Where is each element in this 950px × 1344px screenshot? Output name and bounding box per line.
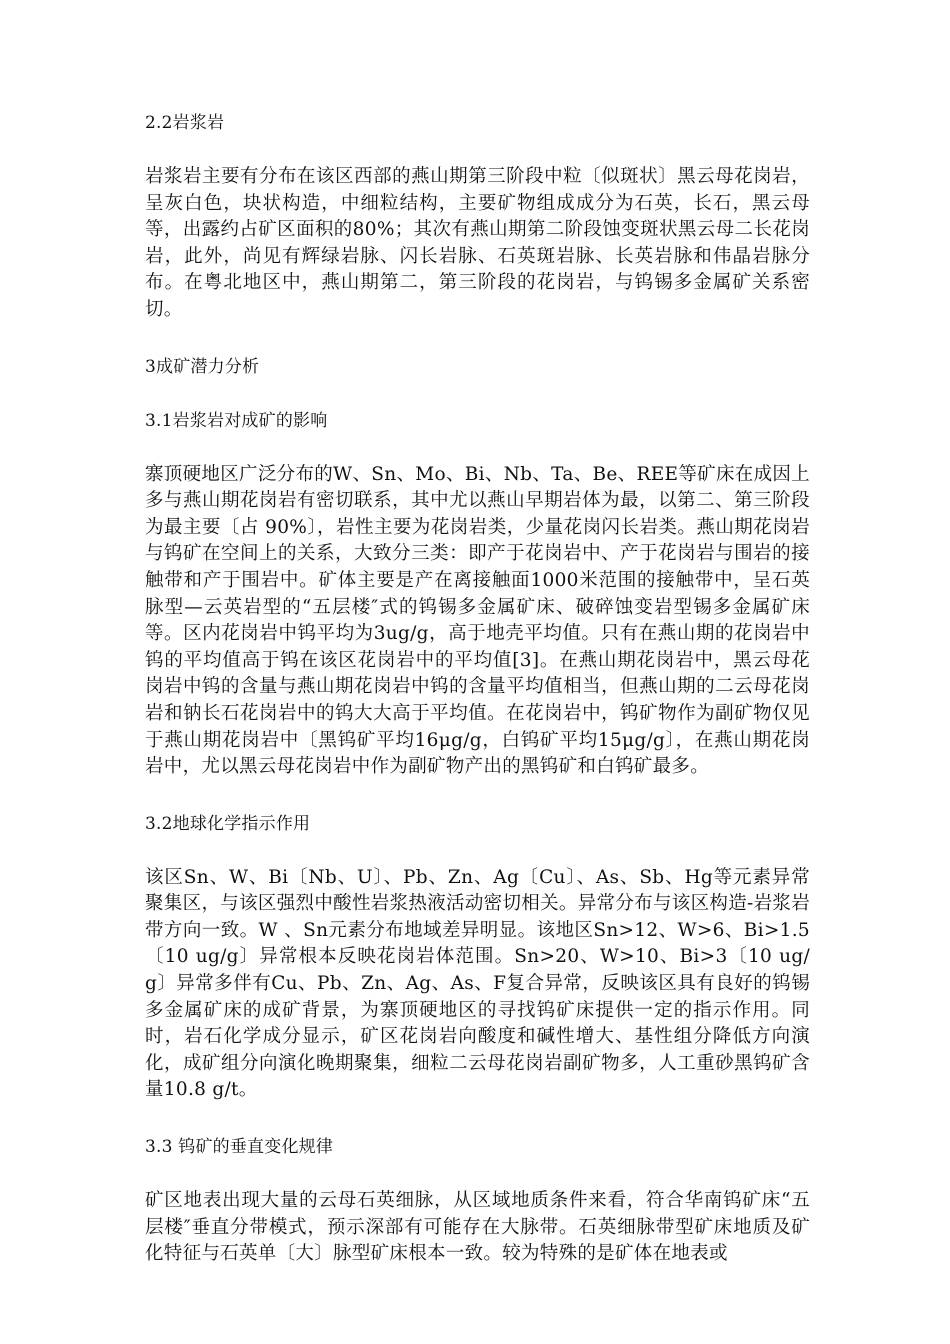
paragraph-vertical-variation: 矿区地表出现大量的云母石英细脉，从区域地质条件来看，符合华南钨矿床“五层楼″垂直分带模式，预示深部有可能存在大脉带。石英细脉带型矿床地质及矿化特征与石英单〔大〕脉型矿床根本一致。较为特殊的是矿体在地表或	[145, 1190, 810, 1265]
section-heading-3-3: 3.3 钨矿的垂直变化规律	[145, 1137, 334, 1158]
section-heading-3-1: 3.1岩浆岩对成矿的影响	[145, 410, 328, 431]
section-heading-2-2: 2.2岩浆岩	[145, 113, 225, 133]
section-heading-3: 3成矿潜力分析	[145, 356, 260, 377]
paragraph-magmatic-rocks: 岩浆岩主要有分布在该区西部的燕山期第三阶段中粒〔似斑状〕黑云母花岗岩，呈灰白色，块状构造，中细粒结构，主要矿物组成成分为石英，长石，黑云母等，出露约占矿区面积的80%；其次有燕山期第二阶段蚀变斑状黑云母二长花岗岩，此外，尚见有辉绿岩脉、闪长岩脉、石英斑岩脉、长英岩脉和伟晶岩脉分布。在粤北地区中，燕山期第二，第三阶段的花岗岩，与钨锡多金属矿关系密切。	[145, 166, 810, 320]
paragraph-magmatic-influence: 寨顶硬地区广泛分布的W、Sn、Mo、Bi、Nb、Ta、Be、REE等矿床在成因上多与燕山期花岗岩有密切联系，其中尤以燕山早期岩体为最，以第二、第三阶段为最主要〔占 90%〕，岩性主要为花岗岩类，少量花岗闪长岩类。燕山期花岗岩与钨矿在空间上的关系，大致分三类：即产于花岗岩中、产于花岗岩与围岩的接触带和产于围岩中。矿体主要是产在离接触面1000米范围的接触带中，呈石英脉型—云英岩型的“五层楼″式的钨锡多金属矿床、破碎蚀变岩型锡多金属矿床等。区内花岗岩中钨平均为3ug/g，高于地壳平均值。只有在燕山期的花岗岩中钨的平均值高于钨在该区花岗岩中的平均值[3]。在燕山期花岗岩中，黑云母花岗岩中钨的含量与燕山期花岗岩中钨的含量平均值相当，但燕山期的二云母花岗岩和钠长石花岗岩中的钨大大高于平均值。在花岗岩中，钨矿物作为副矿物仅见于燕山期花岗岩中〔黑钨矿平均16μg/g，白钨矿平均15μg/g〕，在燕山期花岗岩中，尤以黑云母花岗岩中作为副矿物产出的黑钨矿和白钨矿最多。	[145, 463, 810, 778]
section-heading-3-2: 3.2地球化学指示作用	[145, 813, 311, 834]
document-page	[145, 110, 810, 1298]
paragraph-geochemical-indication: 该区Sn、W、Bi〔Nb、U〕、Pb、Zn、Ag〔Cu〕、As、Sb、Hg等元素异常聚集区，与该区强烈中酸性岩浆热液活动密切相关。异常分布与该区构造-岩浆岩带方向一致。W 、Sn元素分布地域差异明显。该地区Sn>12、W>6、Bi>1.5〔10 ug/g〕异常根本反映花岗岩体范围。Sn>20、W>10、Bi>3〔10 ug/g〕异常多伴有Cu、Pb、Zn、Ag、As、F复合异常，反映该区具有良好的钨锡多金属矿床的成矿背景，为寨顶硬地区的寻找钨矿床提供一定的指示作用。同时，岩石化学成分显示，矿区花岗岩向酸度和碱性增大、基性组分降低方向演化，成矿组分向演化晚期聚集，细粒二云母花岗岩副矿物多，人工重砂黑钨矿含量10.8 g/t。	[145, 866, 810, 1101]
